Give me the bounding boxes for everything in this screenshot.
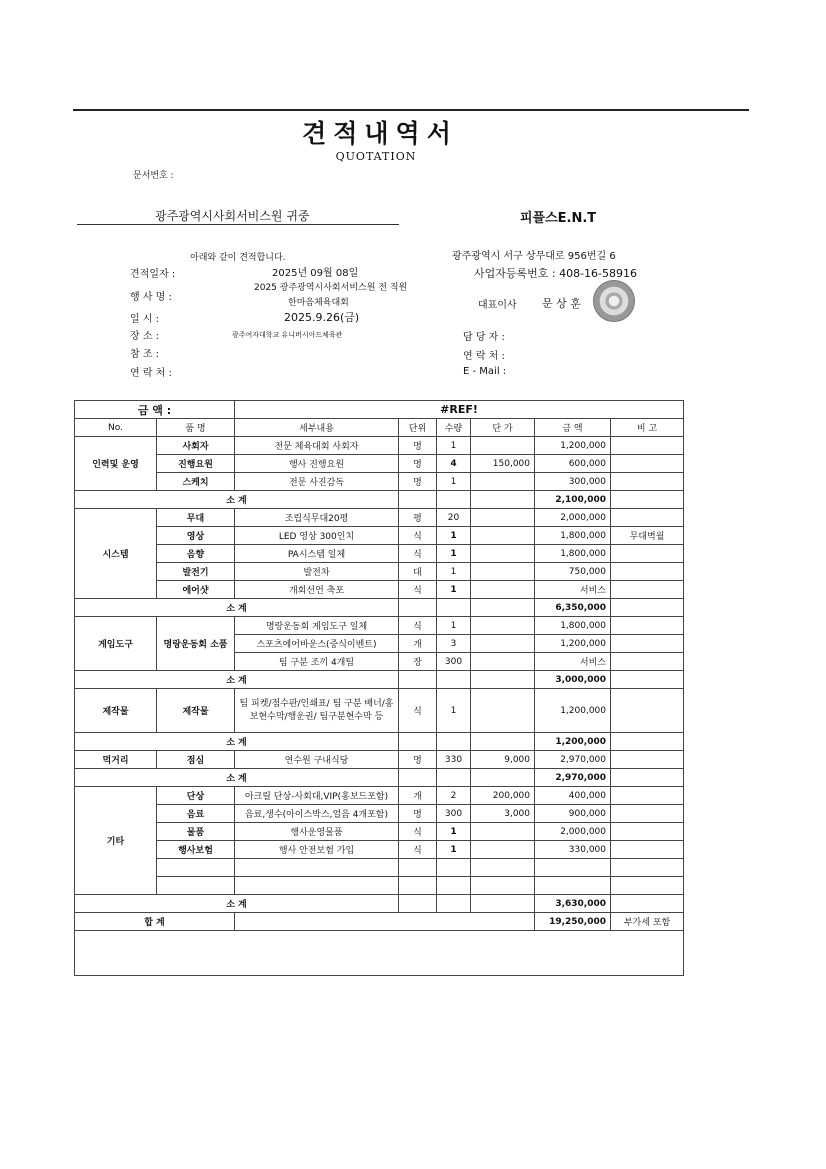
event-value-line1: 2025 광주광역시사회서비스원 전 직원 bbox=[254, 283, 408, 293]
item-name: 무대 bbox=[157, 509, 235, 527]
empty-cell bbox=[471, 491, 535, 509]
col-no: No. bbox=[75, 419, 157, 437]
item-amount: 1,200,000 bbox=[535, 437, 611, 455]
item-name bbox=[157, 877, 235, 895]
item-price bbox=[471, 545, 535, 563]
item-price bbox=[471, 581, 535, 599]
subtotal-amount: 3,630,000 bbox=[535, 895, 611, 913]
item-unit: 장 bbox=[399, 653, 437, 671]
col-note: 비 고 bbox=[611, 419, 684, 437]
total-note: 부가세 포함 bbox=[611, 913, 684, 931]
item-note bbox=[611, 653, 684, 671]
item-price bbox=[471, 509, 535, 527]
recipient-underline bbox=[77, 224, 399, 225]
group-name: 기타 bbox=[75, 787, 157, 895]
total-row bbox=[75, 913, 684, 931]
item-name bbox=[157, 859, 235, 877]
item-qty: 300 bbox=[437, 805, 471, 823]
item-price bbox=[471, 563, 535, 581]
col-amount: 금 액 bbox=[535, 419, 611, 437]
item-qty: 1 bbox=[437, 437, 471, 455]
item-amount: 2,000,000 bbox=[535, 823, 611, 841]
item-amount: 2,970,000 bbox=[535, 751, 611, 769]
item-note: 무대벽월 bbox=[611, 527, 684, 545]
empty-cell bbox=[399, 671, 437, 689]
subtotal-amount: 3,000,000 bbox=[535, 671, 611, 689]
item-detail: 발전차 bbox=[235, 563, 399, 581]
table-row bbox=[75, 455, 684, 473]
ceo-name: 문 상 훈 bbox=[542, 297, 581, 310]
item-price bbox=[471, 473, 535, 491]
item-detail: 연수원 구내식당 bbox=[235, 751, 399, 769]
total-amount: 19,250,000 bbox=[535, 913, 611, 931]
item-unit: 명 bbox=[399, 437, 437, 455]
empty-cell bbox=[471, 599, 535, 617]
when-value: 2025.9.26(금) bbox=[284, 311, 360, 324]
subtotal-label: 소 계 bbox=[75, 671, 399, 689]
empty-cell bbox=[399, 733, 437, 751]
company-address: 광주광역시 서구 상무대로 956번길 6 bbox=[452, 251, 616, 262]
table-row bbox=[75, 859, 684, 877]
page-title: 견적내역서 bbox=[302, 119, 458, 148]
col-qty: 수량 bbox=[437, 419, 471, 437]
item-detail: 조립식무대20평 bbox=[235, 509, 399, 527]
item-name: 점심 bbox=[157, 751, 235, 769]
empty-cell bbox=[471, 895, 535, 913]
empty-cell bbox=[437, 491, 471, 509]
date-value: 2025년 09월 08일 bbox=[272, 268, 359, 279]
empty-cell bbox=[611, 733, 684, 751]
subtotal-row bbox=[75, 599, 684, 617]
item-amount: 2,000,000 bbox=[535, 509, 611, 527]
item-detail: 팀 구분 조끼 4개팀 bbox=[235, 653, 399, 671]
empty-cell bbox=[437, 895, 471, 913]
manager-label: 담 당 자 : bbox=[463, 332, 505, 343]
page-subtitle: QUOTATION bbox=[335, 150, 417, 163]
item-unit: 개 bbox=[399, 635, 437, 653]
item-qty: 1 bbox=[437, 527, 471, 545]
item-detail: 아크릴 단상-사회대,VIP(홍보드포함) bbox=[235, 787, 399, 805]
item-amount: 300,000 bbox=[535, 473, 611, 491]
remarks-row bbox=[75, 931, 684, 976]
item-unit: 식 bbox=[399, 689, 437, 733]
item-detail: 스포츠에어바운스(중식이벤트) bbox=[235, 635, 399, 653]
item-name: 사회자 bbox=[157, 437, 235, 455]
total-label: 합 계 bbox=[75, 913, 235, 931]
item-name: 에어샷 bbox=[157, 581, 235, 599]
empty-cell bbox=[611, 671, 684, 689]
subtotal-amount: 2,970,000 bbox=[535, 769, 611, 787]
item-amount: 1,800,000 bbox=[535, 527, 611, 545]
intro-text: 아래와 같이 견적합니다. bbox=[190, 253, 286, 263]
item-qty: 1 bbox=[437, 617, 471, 635]
place-value: 광주여자대학교 유니버시아드체육관 bbox=[232, 331, 343, 339]
item-qty: 3 bbox=[437, 635, 471, 653]
item-qty: 1 bbox=[437, 689, 471, 733]
item-note bbox=[611, 437, 684, 455]
item-detail: 전문 사진감독 bbox=[235, 473, 399, 491]
item-qty: 20 bbox=[437, 509, 471, 527]
table-row bbox=[75, 473, 684, 491]
item-name: 명랑운동회 소품 bbox=[157, 617, 235, 671]
item-unit: 식 bbox=[399, 617, 437, 635]
item-unit: 명 bbox=[399, 805, 437, 823]
subtotal-label: 소 계 bbox=[75, 491, 399, 509]
group-name: 게임도구 bbox=[75, 617, 157, 671]
event-label: 행 사 명 : bbox=[130, 292, 172, 303]
item-detail: 행사운영물품 bbox=[235, 823, 399, 841]
amount-row bbox=[75, 401, 684, 419]
table-row bbox=[75, 805, 684, 823]
table-row bbox=[75, 437, 684, 455]
item-name: 영상 bbox=[157, 527, 235, 545]
subtotal-amount: 2,100,000 bbox=[535, 491, 611, 509]
item-price bbox=[471, 877, 535, 895]
table-row bbox=[75, 545, 684, 563]
col-price: 단 가 bbox=[471, 419, 535, 437]
item-unit: 식 bbox=[399, 545, 437, 563]
empty-cell bbox=[399, 599, 437, 617]
empty-cell bbox=[399, 895, 437, 913]
item-qty bbox=[437, 877, 471, 895]
item-amount: 900,000 bbox=[535, 805, 611, 823]
item-qty: 1 bbox=[437, 473, 471, 491]
item-unit: 평 bbox=[399, 509, 437, 527]
item-unit: 식 bbox=[399, 527, 437, 545]
empty-cell bbox=[437, 671, 471, 689]
col-unit: 단위 bbox=[399, 419, 437, 437]
item-unit: 명 bbox=[399, 473, 437, 491]
item-name: 음료 bbox=[157, 805, 235, 823]
item-unit: 식 bbox=[399, 841, 437, 859]
empty-cell bbox=[235, 913, 535, 931]
item-note bbox=[611, 509, 684, 527]
table-row bbox=[75, 509, 684, 527]
item-name: 단상 bbox=[157, 787, 235, 805]
subtotal-amount: 6,350,000 bbox=[535, 599, 611, 617]
item-qty: 1 bbox=[437, 581, 471, 599]
item-qty: 1 bbox=[437, 545, 471, 563]
item-name: 물품 bbox=[157, 823, 235, 841]
col-detail: 세부내용 bbox=[235, 419, 399, 437]
item-price bbox=[471, 617, 535, 635]
item-price bbox=[471, 527, 535, 545]
empty-cell bbox=[471, 769, 535, 787]
item-price bbox=[471, 437, 535, 455]
item-note bbox=[611, 581, 684, 599]
item-note bbox=[611, 751, 684, 769]
recipient: 광주광역시사회서비스원 귀중 bbox=[155, 209, 310, 223]
event-value-line2: 한마음체육대회 bbox=[288, 298, 349, 308]
subtotal-row bbox=[75, 895, 684, 913]
item-note bbox=[611, 545, 684, 563]
item-amount: 600,000 bbox=[535, 455, 611, 473]
subtotal-label: 소 계 bbox=[75, 733, 399, 751]
subtotal-row bbox=[75, 733, 684, 751]
business-number: 사업자등록번호 : 408-16-58916 bbox=[474, 267, 638, 280]
item-price bbox=[471, 689, 535, 733]
table-row bbox=[75, 689, 684, 733]
item-amount: 1,800,000 bbox=[535, 617, 611, 635]
item-qty: 1 bbox=[437, 563, 471, 581]
item-price bbox=[471, 653, 535, 671]
table-row bbox=[75, 877, 684, 895]
ceo-label: 대표이사 bbox=[478, 300, 517, 311]
item-amount: 1,200,000 bbox=[535, 635, 611, 653]
item-note bbox=[611, 455, 684, 473]
item-detail: 명랑운동회 게임도구 일체 bbox=[235, 617, 399, 635]
item-note bbox=[611, 877, 684, 895]
when-label: 일 시 : bbox=[130, 314, 160, 325]
item-name: 음향 bbox=[157, 545, 235, 563]
item-amount bbox=[535, 877, 611, 895]
table-row bbox=[75, 751, 684, 769]
item-name: 진행요원 bbox=[157, 455, 235, 473]
item-note bbox=[611, 841, 684, 859]
item-unit: 대 bbox=[399, 563, 437, 581]
table-row bbox=[75, 787, 684, 805]
item-unit: 식 bbox=[399, 581, 437, 599]
subtotal-label: 소 계 bbox=[75, 895, 399, 913]
group-name: 인력및 운영 bbox=[75, 437, 157, 491]
empty-cell bbox=[437, 599, 471, 617]
table-row bbox=[75, 823, 684, 841]
item-note bbox=[611, 689, 684, 733]
item-note bbox=[611, 617, 684, 635]
empty-cell bbox=[611, 895, 684, 913]
date-label: 견적일자 : bbox=[130, 269, 176, 280]
item-amount: 750,000 bbox=[535, 563, 611, 581]
item-price bbox=[471, 859, 535, 877]
item-note bbox=[611, 563, 684, 581]
item-detail: 팀 피켓/점수판/인쇄표/ 팀 구분 배너/홍보현수막/행운권/ 팀구분현수막 등 bbox=[235, 689, 399, 733]
item-name: 제작물 bbox=[157, 689, 235, 733]
email-label: E - Mail : bbox=[463, 366, 507, 377]
item-qty: 2 bbox=[437, 787, 471, 805]
item-amount: 330,000 bbox=[535, 841, 611, 859]
phone-label-right: 연 락 처 : bbox=[463, 351, 505, 362]
item-detail: PA시스템 일체 bbox=[235, 545, 399, 563]
item-name: 스케치 bbox=[157, 473, 235, 491]
item-detail bbox=[235, 877, 399, 895]
subtotal-label: 소 계 bbox=[75, 769, 399, 787]
item-unit: 식 bbox=[399, 823, 437, 841]
subtotal-row bbox=[75, 671, 684, 689]
item-amount: 서비스 bbox=[535, 581, 611, 599]
table-row bbox=[75, 841, 684, 859]
company-seal bbox=[593, 280, 635, 322]
item-price: 9,000 bbox=[471, 751, 535, 769]
item-name: 발전기 bbox=[157, 563, 235, 581]
table-row bbox=[75, 617, 684, 635]
empty-cell bbox=[399, 491, 437, 509]
phone-label-left: 연 락 처 : bbox=[130, 368, 172, 379]
company-name: 피플스E.N.T bbox=[520, 211, 597, 226]
top-rule bbox=[73, 109, 749, 111]
place-label: 장 소 : bbox=[130, 331, 160, 342]
table-row bbox=[75, 527, 684, 545]
item-detail: 행사 진행요원 bbox=[235, 455, 399, 473]
item-price: 3,000 bbox=[471, 805, 535, 823]
item-note bbox=[611, 635, 684, 653]
item-qty: 4 bbox=[437, 455, 471, 473]
item-amount: 400,000 bbox=[535, 787, 611, 805]
empty-cell bbox=[399, 769, 437, 787]
item-amount: 1,800,000 bbox=[535, 545, 611, 563]
item-detail: 음료,생수(아이스박스,얼음 4개포함) bbox=[235, 805, 399, 823]
item-note bbox=[611, 859, 684, 877]
subtotal-amount: 1,200,000 bbox=[535, 733, 611, 751]
item-note bbox=[611, 473, 684, 491]
item-detail: 전문 체육대회 사회자 bbox=[235, 437, 399, 455]
item-note bbox=[611, 805, 684, 823]
item-qty bbox=[437, 859, 471, 877]
group-name: 시스템 bbox=[75, 509, 157, 599]
item-qty: 330 bbox=[437, 751, 471, 769]
item-amount: 서비스 bbox=[535, 653, 611, 671]
empty-cell bbox=[471, 733, 535, 751]
item-price bbox=[471, 841, 535, 859]
col-item: 품 명 bbox=[157, 419, 235, 437]
table-row bbox=[75, 581, 684, 599]
subtotal-label: 소 계 bbox=[75, 599, 399, 617]
item-note bbox=[611, 787, 684, 805]
item-price: 150,000 bbox=[471, 455, 535, 473]
item-note bbox=[611, 823, 684, 841]
remarks-box bbox=[75, 931, 684, 976]
group-name: 먹거리 bbox=[75, 751, 157, 769]
empty-cell bbox=[611, 599, 684, 617]
subtotal-row bbox=[75, 769, 684, 787]
item-unit: 개 bbox=[399, 787, 437, 805]
item-qty: 1 bbox=[437, 841, 471, 859]
amount-label: 금 액 : bbox=[75, 401, 235, 419]
subtotal-row bbox=[75, 491, 684, 509]
empty-cell bbox=[437, 733, 471, 751]
item-unit: 명 bbox=[399, 751, 437, 769]
item-detail: 행사 안전보험 가입 bbox=[235, 841, 399, 859]
item-amount: 1,200,000 bbox=[535, 689, 611, 733]
item-unit: 명 bbox=[399, 455, 437, 473]
item-detail: LED 영상 300인치 bbox=[235, 527, 399, 545]
doc-number-label: 문서번호 : bbox=[133, 171, 174, 181]
item-price: 200,000 bbox=[471, 787, 535, 805]
contact-label: 참 조 : bbox=[130, 349, 160, 360]
item-qty: 300 bbox=[437, 653, 471, 671]
item-detail bbox=[235, 859, 399, 877]
item-amount bbox=[535, 859, 611, 877]
empty-cell bbox=[611, 769, 684, 787]
item-detail: 개회선언 축포 bbox=[235, 581, 399, 599]
group-name: 제작물 bbox=[75, 689, 157, 733]
item-price bbox=[471, 823, 535, 841]
item-name: 행사보험 bbox=[157, 841, 235, 859]
column-header-row bbox=[75, 419, 684, 437]
item-qty: 1 bbox=[437, 823, 471, 841]
table-row bbox=[75, 563, 684, 581]
empty-cell bbox=[611, 491, 684, 509]
item-unit bbox=[399, 859, 437, 877]
item-price bbox=[471, 635, 535, 653]
quotation-table bbox=[74, 400, 684, 976]
empty-cell bbox=[437, 769, 471, 787]
item-unit bbox=[399, 877, 437, 895]
amount-value: #REF! bbox=[235, 401, 684, 419]
empty-cell bbox=[471, 671, 535, 689]
